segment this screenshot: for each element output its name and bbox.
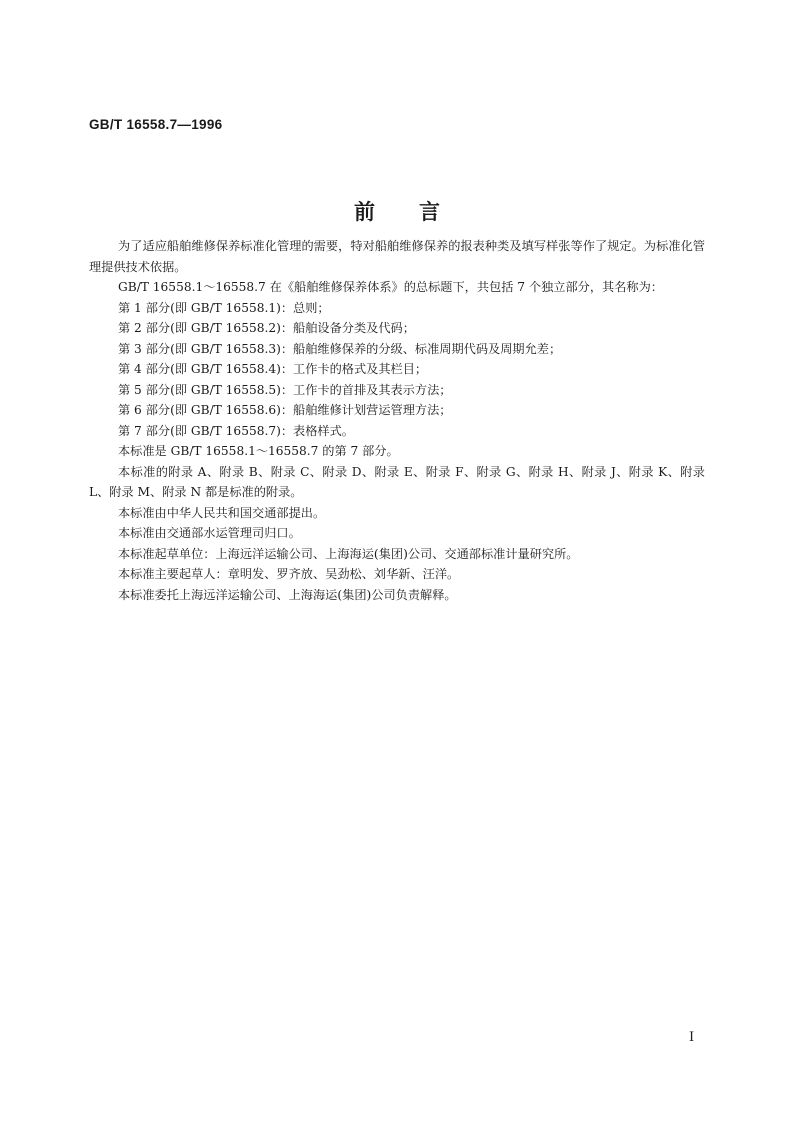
- paragraph-part-2: 第 2 部分(即 GB/T 16558.2)：船舶设备分类及代码；: [118, 321, 415, 335]
- paragraph-part-4: 第 4 部分(即 GB/T 16558.4)：工作卡的格式及其栏目；: [118, 362, 428, 376]
- page-number: I: [689, 1030, 695, 1045]
- paragraph-this-part: 本标准是 GB/T 16558.1～16558.7 的第 7 部分。: [118, 444, 399, 458]
- paragraph-part-3: 第 3 部分(即 GB/T 16558.3)：船舶维修保养的分级、标准周期代码及周期允差；: [118, 341, 562, 356]
- paragraph-appendices: 本标准的附录 A、附录 B、附录 C、附录 D、附录 E、附录 F、附录 G、附录 H、附录 J、附录 K、附录 L、附录 M、附录 N 都是标准的附录。: [89, 464, 705, 499]
- paragraph-proposer: 本标准由中华人民共和国交通部提出。: [118, 505, 326, 520]
- paragraph-part-1: 第 1 部分(即 GB/T 16558.1)：总则；: [118, 300, 330, 315]
- paragraph-drafters: 本标准主要起草人：章明发、罗齐放、吴劲松、刘华新、汪洋。: [118, 567, 460, 581]
- standard-number: GB/T 16558.7—1996: [89, 117, 223, 132]
- paragraph-part-5: 第 5 部分(即 GB/T 16558.5)：工作卡的首排及其表示方法；: [118, 382, 452, 397]
- paragraph-purpose: 为了适应船舶维修保养标准化管理的需要，特对船舶维修保养的报表种类及填写样张等作了规定。为标准化管理提供技术依据。: [89, 239, 705, 274]
- body-text: [89, 236, 705, 605]
- paragraph-part-6: 第 6 部分(即 GB/T 16558.6)：船舶维修计划营运管理方法；: [118, 403, 452, 417]
- paragraph-administrator: 本标准由交通部水运管理司归口。: [118, 526, 301, 540]
- page-title: 前言: [354, 200, 484, 224]
- paragraph-series-intro: GB/T 16558.1～16558.7 在《船舶维修保养体系》的总标题下，共包括 7 个独立部分，其名称为：: [118, 280, 663, 294]
- paragraph-drafting-units: 本标准起草单位：上海远洋运输公司、上海海运(集团)公司、交通部标准计量研究所。: [118, 546, 579, 561]
- paragraph-part-7: 第 7 部分(即 GB/T 16558.7)：表格样式。: [118, 423, 354, 438]
- paragraph-interpretation: 本标准委托上海远洋运输公司、上海海运(集团)公司负责解释。: [118, 587, 457, 602]
